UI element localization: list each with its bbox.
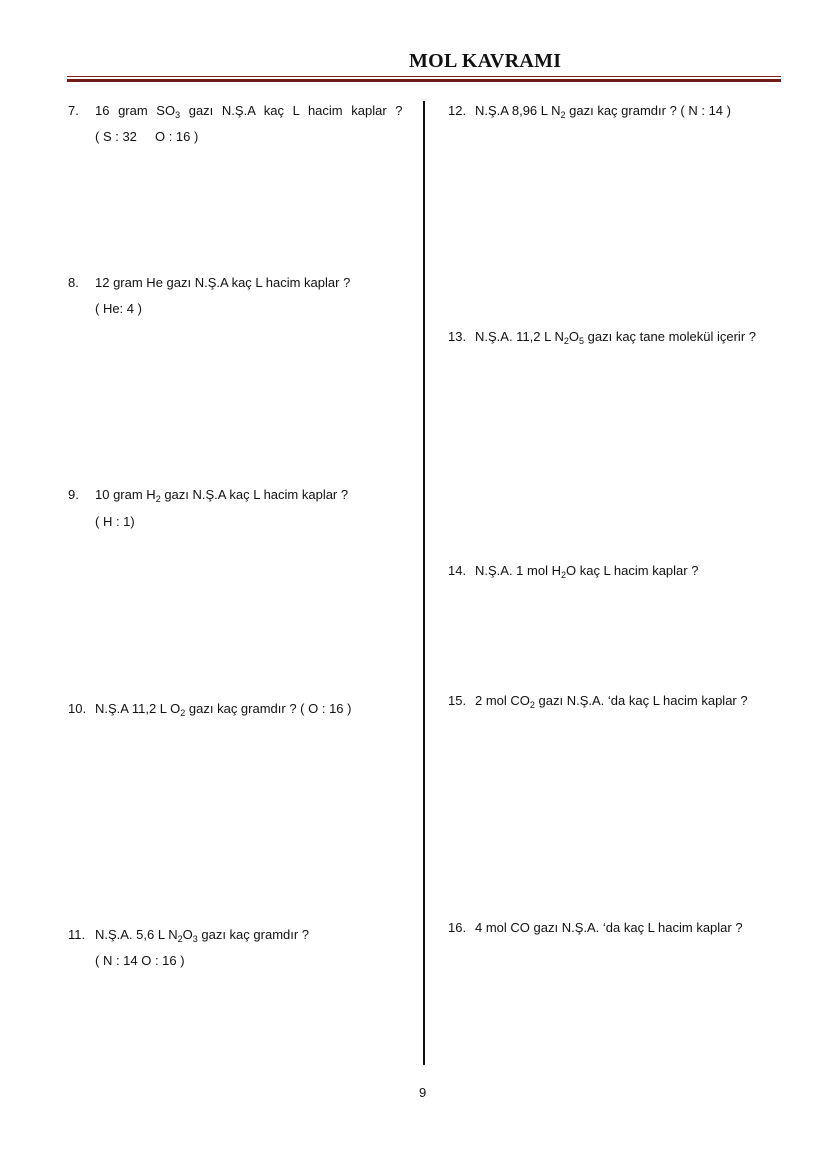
question-text: N.Ş.A. 11,2 L $N_2O_5$ gazı kaç tane molekül içerir ? [475, 329, 756, 346]
question-16 [448, 919, 743, 937]
question-15 [448, 692, 748, 710]
question-text: 10 gram $H_2$ gazı N.Ş.A kaç L hacim kaplar ? [95, 487, 349, 504]
question-number: 7. [68, 103, 79, 118]
question-13 [448, 328, 756, 346]
question-number: 16. [448, 920, 467, 935]
question-text: N.Ş.A. 5,6 L $N_2O_3$ gazı kaç gramdır ? [95, 927, 310, 944]
question-number: 14. [448, 563, 467, 578]
question-number: 9. [68, 487, 79, 502]
column-divider [423, 101, 425, 1065]
question-number: 11. [68, 927, 86, 942]
question-10 [68, 700, 351, 718]
question-8 [68, 274, 350, 292]
question-number: 12. [448, 103, 467, 118]
question-14 [448, 562, 698, 580]
question-12 [448, 102, 731, 120]
question-number: 10. [68, 701, 87, 716]
given-values: ( He: 4 ) [95, 301, 142, 316]
question-number: 15. [448, 693, 467, 708]
question-number: 13. [448, 329, 467, 344]
given-values: ( N : 14 O : 16 ) [95, 953, 185, 968]
page-title: MOL KAVRAMI [409, 50, 562, 72]
question-text: 12 gram He gazı N.Ş.A kaç L hacim kaplar ? [95, 275, 351, 290]
question-text: 4 mol CO gazı N.Ş.A. ‘da kaç L hacim kaplar ? [475, 920, 743, 935]
header-rule-bottom [67, 79, 781, 82]
question-text: N.Ş.A. 1 mol $H_2O$ kaç L hacim kaplar ? [475, 563, 699, 580]
question-text: N.Ş.A 8,96 L $N_2$ gazı kaç gramdır ? ( N : 14 ) [475, 103, 731, 120]
question-number: 8. [68, 275, 79, 290]
question-9 [68, 486, 348, 504]
question-text: N.Ş.A 11,2 L $O_2$ gazı kaç gramdır ? ( O : 16 ) [95, 701, 352, 718]
question-7 [68, 102, 403, 120]
given-values: ( S : 32 O : 16 ) [95, 129, 199, 144]
question-text: 2 mol $CO_2$ gazı N.Ş.A. ‘da kaç L hacim kaplar ? [475, 693, 748, 710]
page-number: 9 [419, 1085, 427, 1100]
given-values: ( H : 1) [95, 514, 135, 529]
question-11 [68, 926, 309, 944]
header-rule-top [67, 76, 781, 77]
question-text: 16 gram $SO_3$ gazı N.Ş.A kaç L hacim kaplar ? [95, 103, 403, 120]
